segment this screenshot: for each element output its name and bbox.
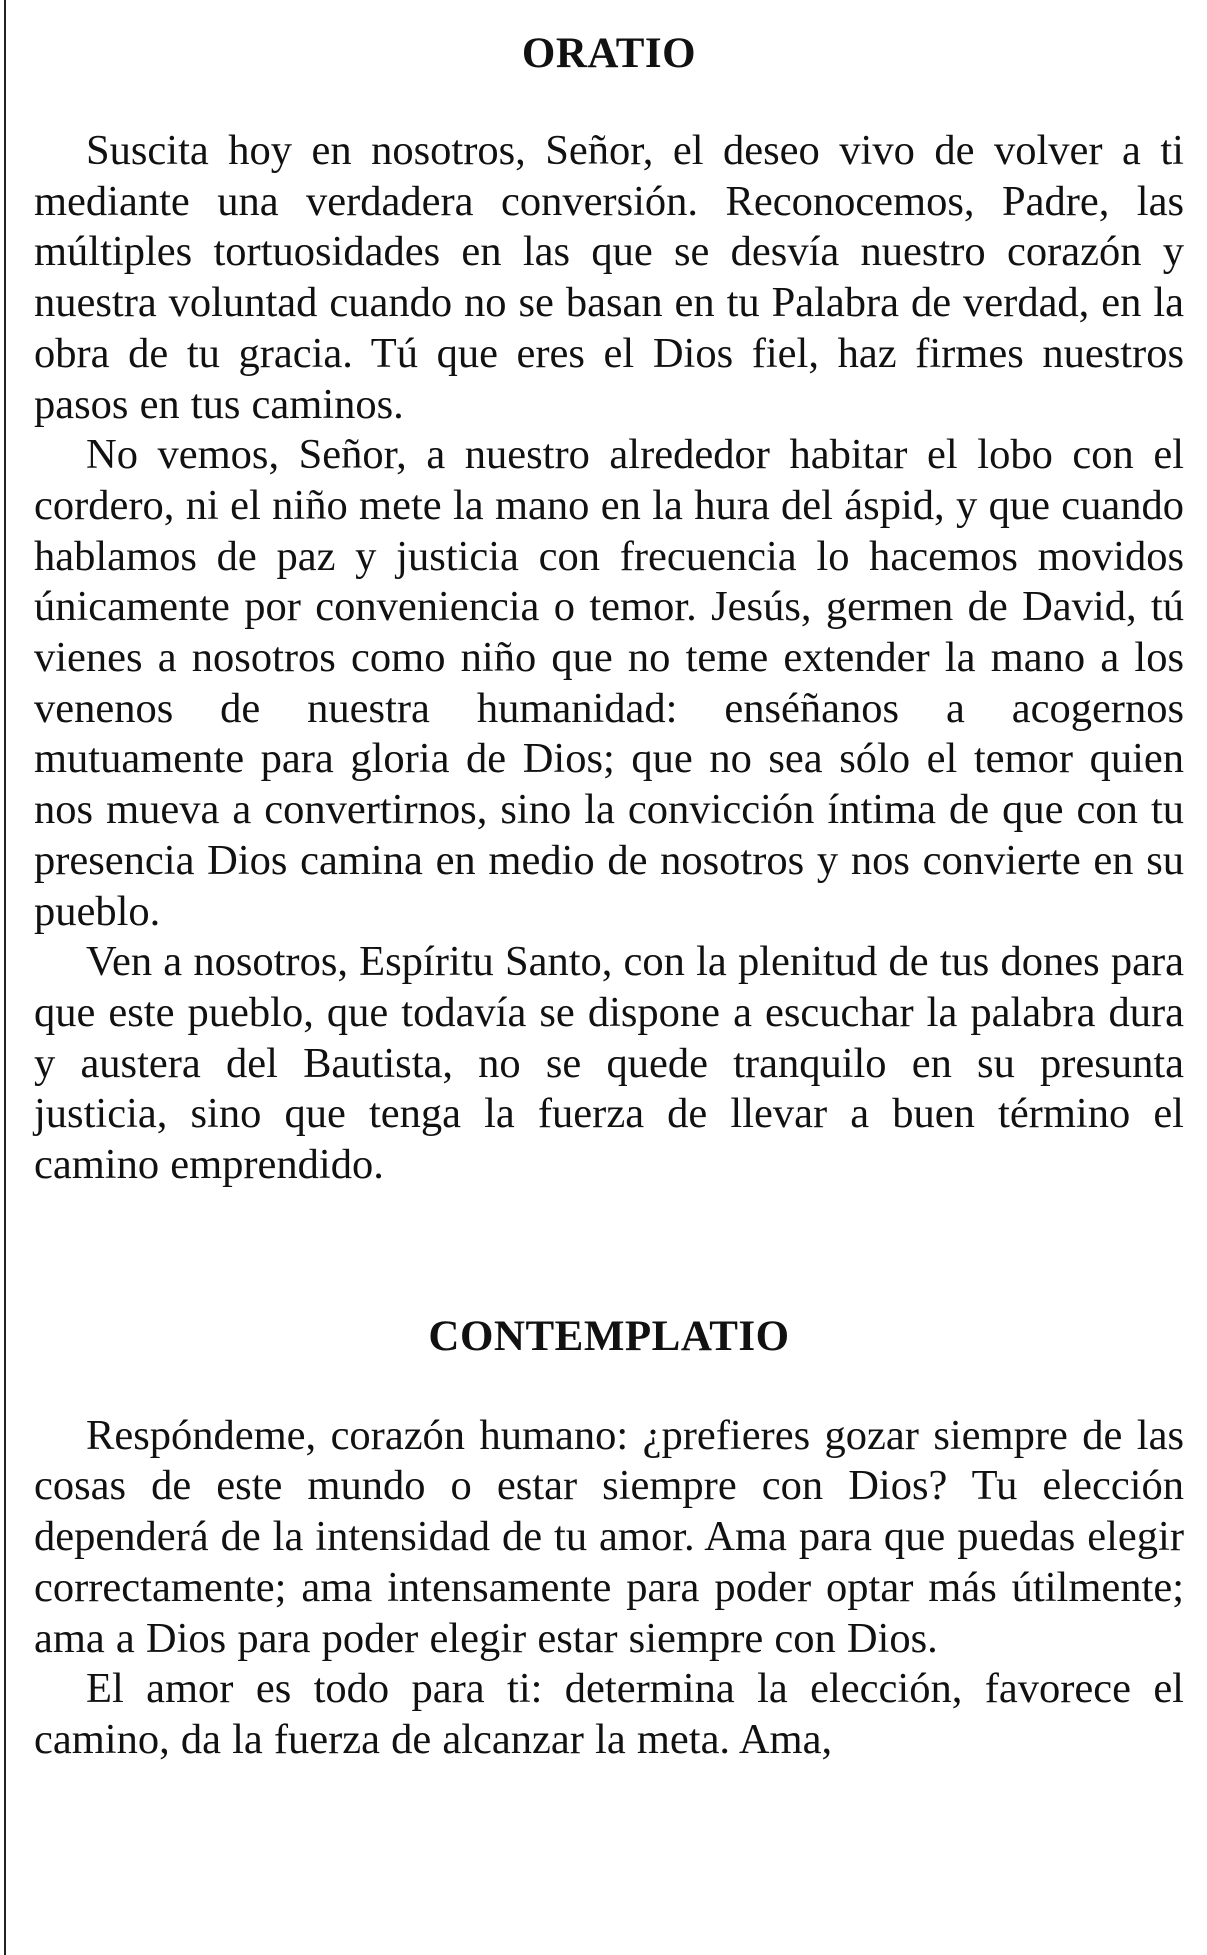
- section-heading-contemplatio: CONTEMPLATIO: [428, 1312, 790, 1360]
- document-page: [34, 26, 1184, 1766]
- section-heading-oratio: ORATIO: [521, 30, 697, 77]
- contemplatio-paragraph-2: El amor es todo para ti: determina la elección, favorece el camino, da la fuerza de alcanzar la meta. Ama,: [34, 1665, 1184, 1763]
- page-edge-rule: [4, 0, 6, 1955]
- oratio-paragraph-2: No vemos, Señor, a nuestro alrededor habitar el lobo con el cordero, ni el niño mete la mano en la hura del áspid, y que cuando hablamos de paz y justicia con frecuencia lo hacemos movidos únicamente por conveniencia o temor. Jesús, germen de David, tú vienes a nosotros como niño que no teme extender la mano a los venenos de nuestra humanidad: enséñanos a acogernos mutuamente para gloria de Dios; que no sea sólo el temor quien nos mueva a convertirnos, sino la convicción íntima de que con tu presencia Dios camina en medio de nosotros y nos convierte en su pueblo.: [34, 431, 1184, 935]
- oratio-paragraph-3: Ven a nosotros, Espíritu Santo, con la plenitud de tus dones para que este pueblo, que todavía se dispone a escuchar la palabra dura y austera del Bautista, no se quede tranquilo en su presunta justicia, sino que tenga la fuerza de llevar a buen término el camino emprendido.: [34, 938, 1184, 1189]
- oratio-paragraph-1: Suscita hoy en nosotros, Señor, el deseo vivo de volver a ti mediante una verdadera conversión. Reconocemos, Padre, las múltiples tortuosidades en las que se desvía nuestro corazón y nuestra voluntad cuando no se basan en tu Palabra de verdad, en la obra de tu gracia. Tú que eres el Dios fiel, haz firmes nuestros pasos en tus caminos.: [34, 127, 1184, 428]
- contemplatio-paragraph-1: Respóndeme, corazón humano: ¿prefieres gozar siempre de las cosas de este mundo o estar siempre con Dios? Tu elección dependerá de la intensidad de tu amor. Ama para que puedas elegir correctamente; ama intensamente para poder optar más útilmente; ama a Dios para poder elegir estar siempre con Dios.: [34, 1411, 1184, 1662]
